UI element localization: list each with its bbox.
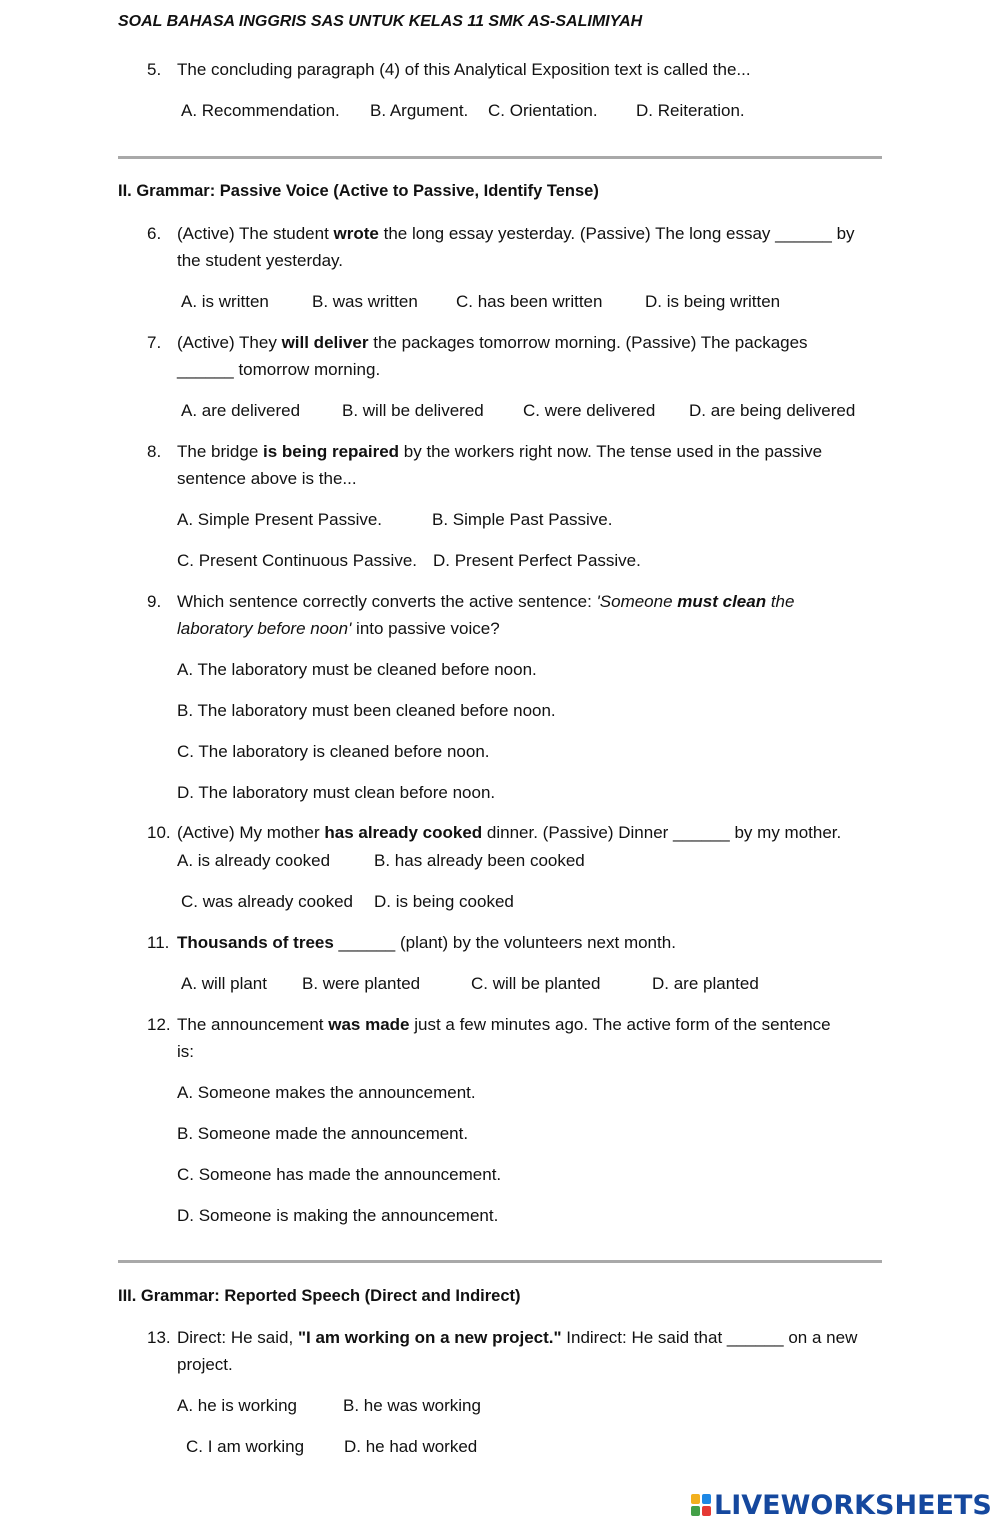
option-a[interactable]: A. will plant [181, 974, 267, 993]
option-d[interactable]: D. he had worked [344, 1437, 478, 1456]
question-text: (Active) The student wrote the long essay yesterday. (Passive) The long essay ______ by [177, 224, 855, 243]
option-b[interactable]: B. he was working [343, 1396, 481, 1415]
option-a[interactable]: A. is already cooked [177, 851, 331, 870]
question-text-continued: is: [177, 1042, 194, 1061]
question-number: 6. [147, 224, 162, 243]
question-text: The announcement was made just a few minutes ago. The active form of the sentence [177, 1015, 831, 1034]
liveworksheets-logo[interactable] [691, 1488, 992, 1522]
option-a[interactable]: A. he is working [177, 1396, 297, 1415]
option-a[interactable]: A. Someone makes the announcement. [177, 1083, 476, 1102]
option-a[interactable]: A. is written [181, 292, 269, 311]
option-a[interactable]: A. Recommendation. [181, 101, 340, 120]
question-number: 5. [147, 60, 162, 79]
option-b[interactable]: B. Argument. [370, 101, 469, 120]
document-title: SOAL BAHASA INGGRIS SAS UNTUK KELAS 11 SMK AS-SALIMIYAH [118, 13, 643, 30]
option-c[interactable]: C. The laboratory is cleaned before noon. [177, 742, 490, 761]
question-number: 10. [147, 823, 171, 842]
question-text: (Active) My mother has already cooked dinner. (Passive) Dinner ______ by my mother. [177, 823, 842, 842]
option-c[interactable]: C. Someone has made the announcement. [177, 1165, 502, 1184]
option-b[interactable]: B. will be delivered [342, 401, 484, 420]
question-text: The concluding paragraph (4) of this Analytical Exposition text is called the... [177, 60, 751, 79]
question-text: Which sentence correctly converts the active sentence: 'Someone must clean the [177, 592, 795, 611]
option-b[interactable]: B. was written [312, 292, 418, 311]
option-d[interactable]: D. Someone is making the announcement. [177, 1206, 499, 1225]
question-text-continued: project. [177, 1355, 233, 1374]
logo-text: LIVEWORKSHEETS [714, 1489, 992, 1521]
question-text-continued: sentence above is the... [177, 469, 357, 488]
option-a[interactable]: A. are delivered [181, 401, 301, 420]
option-c[interactable]: C. was already cooked [181, 892, 353, 911]
option-b[interactable]: B. Simple Past Passive. [432, 510, 613, 529]
option-c[interactable]: C. were delivered [523, 401, 656, 420]
question-number: 11. [147, 933, 170, 952]
section-divider [118, 156, 882, 159]
option-c[interactable]: C. Orientation. [488, 101, 598, 120]
question-text: (Active) They will deliver the packages tomorrow morning. (Passive) The packages [177, 333, 808, 352]
question-text-continued: the student yesterday. [177, 251, 344, 270]
logo-square [702, 1506, 711, 1516]
option-d[interactable]: D. The laboratory must clean before noon. [177, 783, 496, 802]
logo-square [691, 1506, 700, 1516]
logo-square [702, 1494, 711, 1504]
question-number: 13. [147, 1328, 171, 1347]
option-b[interactable]: B. The laboratory must been cleaned before noon. [177, 701, 556, 720]
option-d[interactable]: D. Reiteration. [636, 101, 745, 120]
logo-grid-icon [691, 1494, 711, 1516]
option-d[interactable]: D. is being written [645, 292, 781, 311]
question-text-continued: ______ tomorrow morning. [177, 360, 381, 379]
option-c[interactable]: C. will be planted [471, 974, 601, 993]
option-a[interactable]: A. Simple Present Passive. [177, 510, 383, 529]
option-c[interactable]: C. has been written [456, 292, 603, 311]
logo-square [691, 1494, 700, 1504]
question-text: Thousands of trees ______ (plant) by the volunteers next month. [177, 933, 676, 952]
option-b[interactable]: B. were planted [302, 974, 421, 993]
option-d[interactable]: D. Present Perfect Passive. [433, 551, 641, 570]
option-a[interactable]: A. The laboratory must be cleaned before noon. [177, 660, 537, 679]
section-heading: II. Grammar: Passive Voice (Active to Passive, Identify Tense) [118, 182, 599, 200]
option-b[interactable]: B. has already been cooked [374, 851, 585, 870]
question-number: 12. [147, 1015, 171, 1034]
question-number: 9. [147, 592, 162, 611]
option-c[interactable]: C. Present Continuous Passive. [177, 551, 418, 570]
question-number: 8. [147, 442, 162, 461]
question-number: 7. [147, 333, 162, 352]
option-b[interactable]: B. Someone made the announcement. [177, 1124, 469, 1143]
section-heading: III. Grammar: Reported Speech (Direct and Indirect) [118, 1287, 521, 1305]
option-d[interactable]: D. are planted [652, 974, 759, 993]
option-c[interactable]: C. I am working [186, 1437, 305, 1456]
question-text: Direct: He said, "I am working on a new project." Indirect: He said that ______ on a new [177, 1328, 858, 1347]
option-d[interactable]: D. are being delivered [689, 401, 856, 420]
question-text-continued: laboratory before noon' into passive voice? [177, 619, 500, 638]
question-text: The bridge is being repaired by the workers right now. The tense used in the passive [177, 442, 823, 461]
section-divider [118, 1260, 882, 1263]
option-d[interactable]: D. is being cooked [374, 892, 514, 911]
